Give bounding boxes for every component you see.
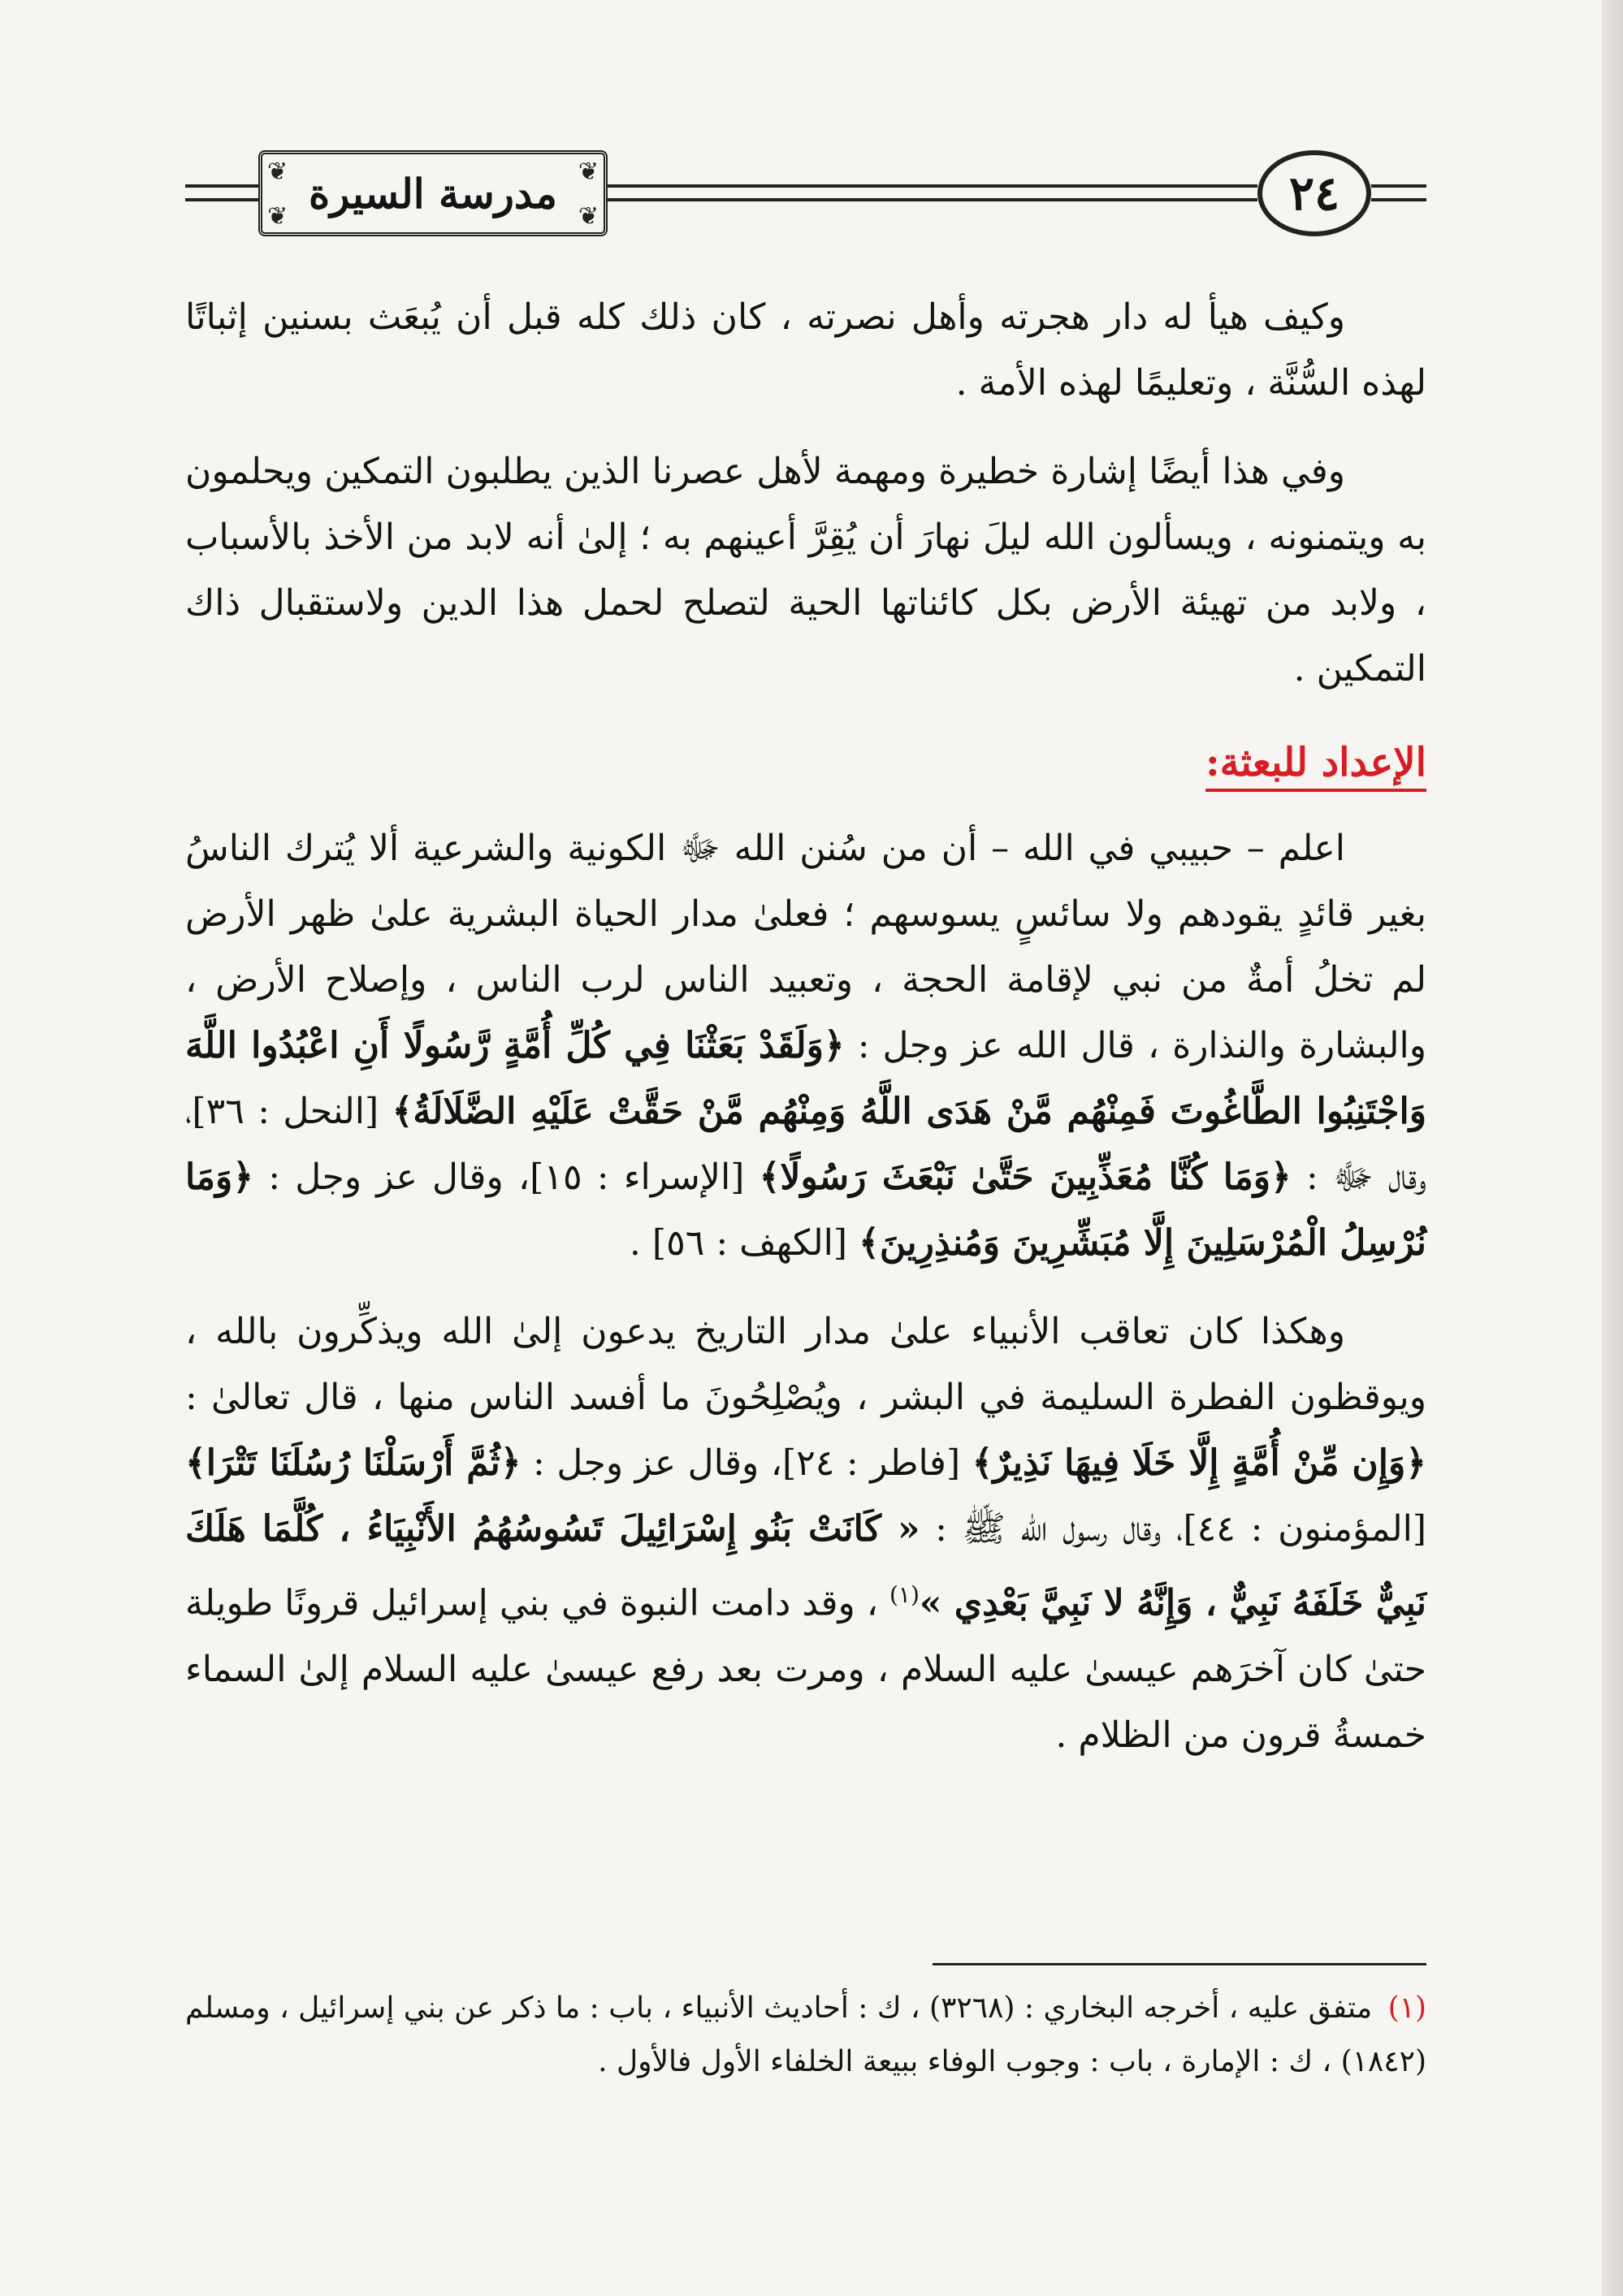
corner-ornament-icon: ❦ [578,158,599,186]
quran-reference: [النحل : ٣٦]، وقال ﷻ : [185,1091,1426,1198]
footnote-marker: (١) [1387,1991,1426,2025]
quran-reference: [الإسراء : ١٥]، وقال عز وجل : [268,1157,745,1198]
book-title-frame [258,150,608,236]
header-rule-right [1371,184,1426,201]
paragraph-4-intro: وهكذا كان تعاقب الأنبياء علىٰ مدار التاريخ يدعون إلىٰ الله ويذكِّرون بالله ، ويوقظون الفطرة السليمة في البشر ، ويُصْلِحُونَ ما أفسد الناس منها ، قال تعالىٰ : [185,1311,1426,1418]
quran-reference: [المؤمنون : ٤٤]، وقال رسول الله ﷺ : [935,1508,1426,1550]
footnote [185,1982,1426,2089]
quran-quote: ﴿وَإِن مِّنْ أُمَّةٍ إِلَّا خَلَا فِيهَا نَذِيرٌ﴾ [972,1442,1427,1484]
corner-ornament-icon: ❦ [578,202,599,231]
page-edge [1602,0,1623,2296]
footnote-text: متفق عليه ، أخرجه البخاري : (٣٢٦٨) ، ك : أحاديث الأنبياء ، باب : ما ذكر عن بني إسرائيل ، ومسلم (١٨٤٢) ، ك : الإمارة ، باب : وجوب الوفاء ببيعة الخلفاء الأول فالأول . [185,1991,1426,2078]
quran-quote: ﴿وَلَقَدْ بَعَثْنَا فِي كُلِّ أُمَّةٍ رَّسُولًا أَنِ اعْبُدُوا اللَّهَ وَاجْتَنِبُوا الطَّاغُوتَ فَمِنْهُم مَّنْ هَدَى اللَّهُ وَمِنْهُم مَّنْ حَقَّتْ عَلَيْهِ الضَّلَالَةُ﴾ [185,1025,1426,1132]
quran-reference: [فاطر : ٢٤]، وقال عز وجل : [533,1442,961,1484]
paragraph-3-intro: اعلم – حبيبي في الله – أن من سُنن الله ﷻ الكونية والشرعية ألا يُترك الناسُ بغير قائدٍ يقودهم ولا سائسٍ يسوسهم ؛ فعلىٰ مدار الحياة البشرية علىٰ ظهر الأرض لم تخلُ أمةٌ من نبي لإقامة الحجة ، وتعبيد الناس لرب الناس ، وإصلاح الأرض ، والبشارة والنذارة ، قال الله عز وجل : [185,828,1426,1066]
quran-quote: ﴿وَمَا كُنَّا مُعَذِّبِينَ حَتَّىٰ نَبْعَثَ رَسُولًا﴾ [759,1157,1292,1198]
book-title: مدرسة السيرة [309,169,557,218]
paragraph-4 [185,1299,1426,1768]
quran-quote: ﴿وَمَا نُرْسِلُ الْمُرْسَلِينَ إِلَّا مُبَشِّرِينَ وَمُنذِرِينَ﴾ [185,1157,1426,1264]
footnote-reference: (١) [889,1581,920,1608]
header-rule-middle [608,184,1257,201]
quran-reference: [الكهف : ٥٦] . [629,1222,848,1264]
page-number: ٢٤ [1257,150,1371,236]
footnote-divider [933,1963,1426,1965]
paragraph-4-rest: ، وقد دامت النبوة في بني إسرائيل قرونًا طويلة حتىٰ كان آخرَهم عيسىٰ عليه السلام ، ومرت بعد رفع عيسىٰ عليه السلام إلىٰ السماء خمسةُ قرون من الظلام . [185,1582,1426,1756]
page-header [185,150,1426,244]
main-text [185,284,1426,1768]
section-heading-text: الإعداد للبعثة: [1205,740,1426,792]
corner-ornament-icon: ❦ [267,158,288,186]
paragraph-2: وفي هذا أيضًا إشارة خطيرة ومهمة لأهل عصرنا الذين يطلبون التمكين ويحلمون به ويتمنونه ، ويسألون الله ليلَ نهارَ أن يُقِرَّ أعينهم به ؛ إلىٰ أنه لابد من الأخذ بالأسباب ، ولابد من تهيئة الأرض بكل كائناتها الحية لتصلح لحمل هذا الدين ولاستقبال ذاك التمكين . [185,451,1426,690]
paragraph-3 [185,815,1426,1276]
header-rule-left [185,184,258,201]
quran-quote: ﴿ثُمَّ أَرْسَلْنَا رُسُلَنَا تَتْرَا﴾ [185,1442,522,1484]
paragraph-1: وكيف هيأ له دار هجرته وأهل نصرته ، كان ذلك كله قبل أن يُبعَث بسنين إثباتًا لهذه السُّنَّة ، وتعليمًا لهذه الأمة . [185,296,1426,404]
section-heading [185,734,1426,791]
corner-ornament-icon: ❦ [267,202,288,231]
hadith-quote: « كَانَتْ بَنُو إِسْرَائِيلَ تَسُوسُهُمُ الأَنْبِيَاءُ ، كُلَّمَا هَلَكَ نَبِيٌّ خَلَفَهُ نَبِيٌّ ، وَإِنَّهُ لا نَبِيَّ بَعْدِي » [185,1508,1426,1624]
